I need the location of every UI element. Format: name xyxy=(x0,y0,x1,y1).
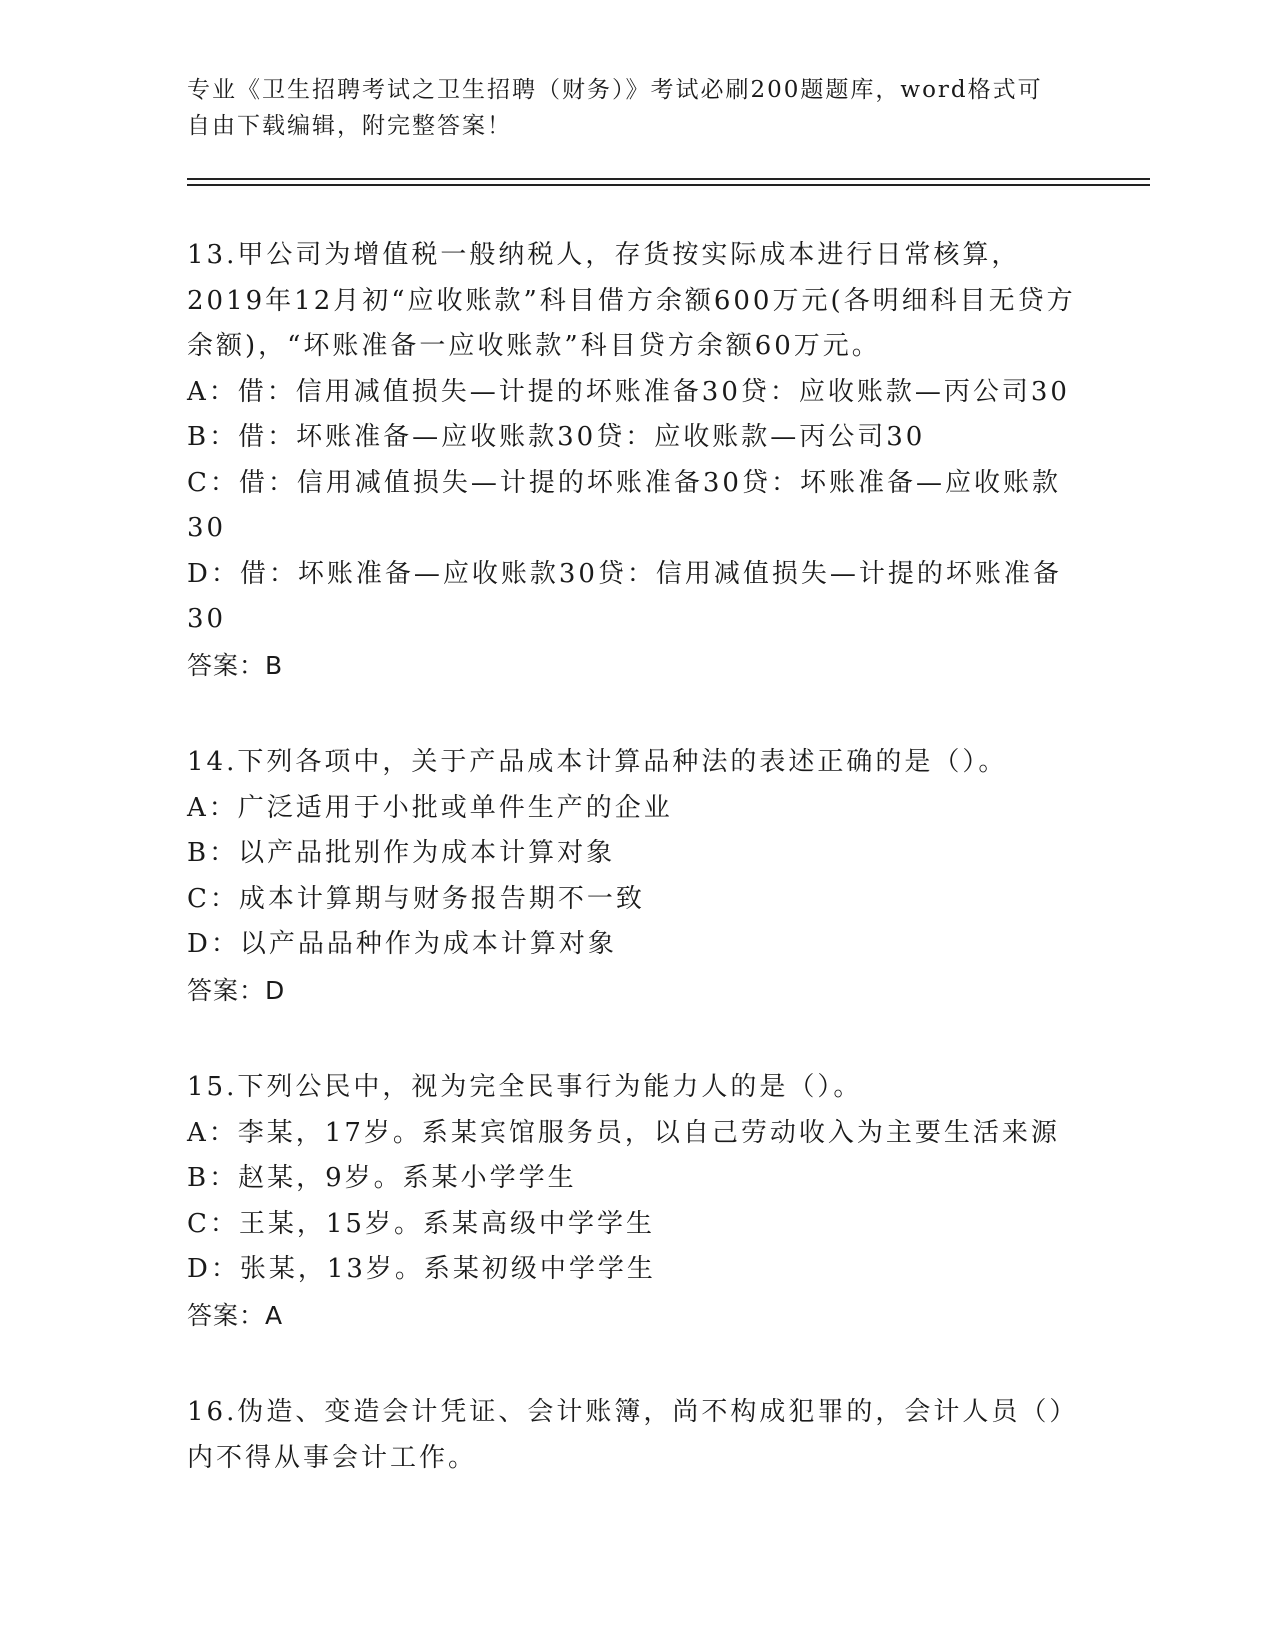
option-a: A：广泛适用于小批或单件生产的企业 xyxy=(187,792,673,823)
header-divider-bottom xyxy=(187,184,1150,186)
option-c: C：成本计算期与财务报告期不一致 xyxy=(187,883,645,914)
option-a: A：李某，17岁。系某宾馆服务员，以自己劳动收入为主要生活来源 xyxy=(187,1117,1060,1148)
answer-line: 答案：A xyxy=(187,1300,284,1330)
option-c: C：借：信用减值损失—计提的坏账准备30贷：坏账准备—应收账款30 xyxy=(187,467,1061,543)
option-d: D：张某，13岁。系某初级中学学生 xyxy=(187,1254,656,1284)
option-c: C：王某，15岁。系某高级中学学生 xyxy=(187,1208,655,1239)
option-b: B：借：坏账准备—应收账款30贷：应收账款—丙公司30 xyxy=(187,422,926,452)
question-13 xyxy=(187,233,1087,688)
question-stem: 15.下列公民中，视为完全民事行为能力人的是（）。 xyxy=(187,1072,863,1102)
option-d: D：借：坏账准备—应收账款30贷：信用减值损失—计提的坏账准备30 xyxy=(187,558,1062,634)
header-divider-top xyxy=(187,178,1150,180)
option-b: B：以产品批别作为成本计算对象 xyxy=(187,838,616,868)
question-15 xyxy=(187,1065,1087,1338)
question-14 xyxy=(187,740,1087,1013)
document-header: 专业《卫生招聘考试之卫生招聘（财务）》考试必刷200题题库，word格式可自由下载编辑，附完整答案！ xyxy=(187,77,1043,139)
question-16 xyxy=(187,1390,1087,1481)
question-stem: 16.伪造、变造会计凭证、会计账簿，尚不构成犯罪的，会计人员（）内不得从事会计工作。 xyxy=(187,1397,1079,1473)
answer-line: 答案：B xyxy=(187,650,284,680)
option-b: B：赵某，9岁。系某小学学生 xyxy=(187,1163,577,1193)
option-a: A：借：信用减值损失—计提的坏账准备30贷：应收账款—丙公司30 xyxy=(187,376,1070,407)
question-stem: 13.甲公司为增值税一般纳税人，存货按实际成本进行日常核算，2019年12月初“应收账款”科目借方余额600万元(各明细科目无贷方余额)，“坏账准备一应收账款”科目贷方余额60万元。 xyxy=(187,240,1076,361)
option-d: D：以产品品种作为成本计算对象 xyxy=(187,929,617,959)
answer-line: 答案：D xyxy=(187,975,286,1005)
question-stem: 14.下列各项中，关于产品成本计算品种法的表述正确的是（）。 xyxy=(187,747,1008,777)
question-list xyxy=(187,233,1087,1533)
